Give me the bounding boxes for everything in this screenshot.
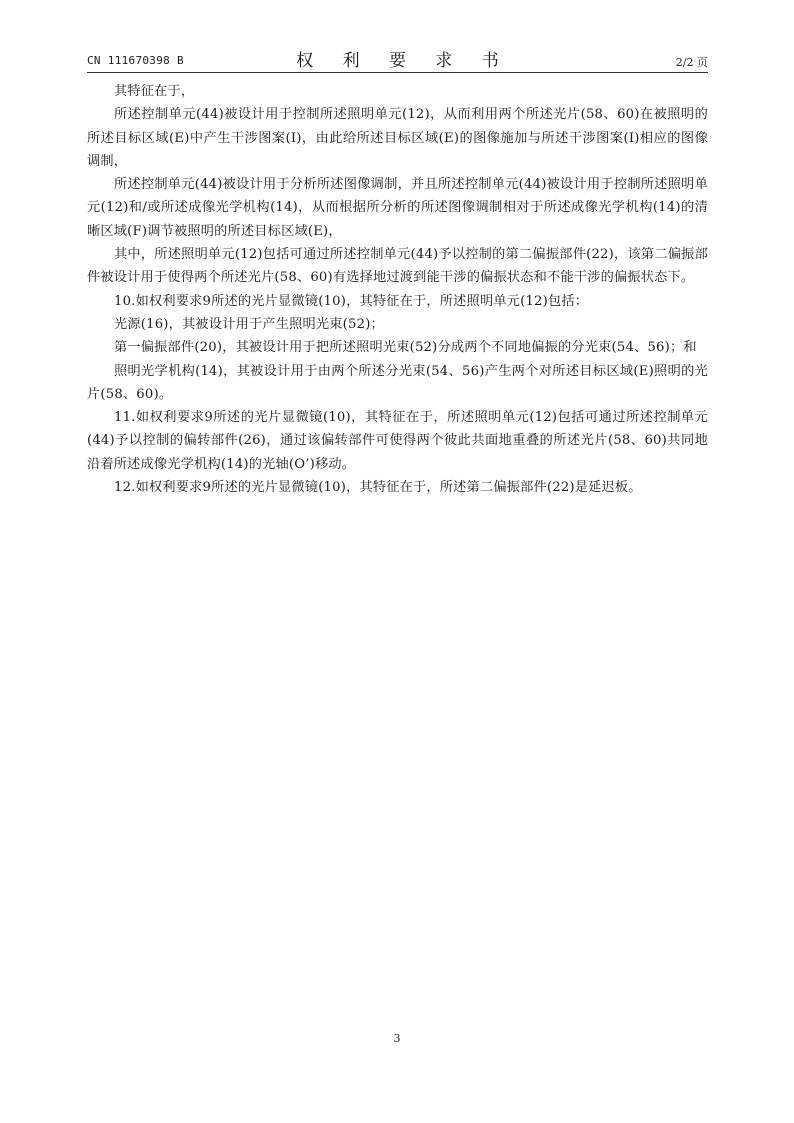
claim-paragraph: 10.如权利要求9所述的光片显微镜(10)，其特征在于，所述照明单元(12)包括： bbox=[114, 293, 589, 309]
document-title: 权 利 要 求 书 bbox=[296, 51, 511, 71]
claim-paragraph: 所述控制单元(44)被设计用于控制所述照明单元(12)，从而利用两个所述光片(58、60)在被照明的所述目标区域(E)中产生干涉图案(I)，由此给所述目标区域(E)的图像施加与所述干涉图案(I)相应的图像调制， bbox=[87, 107, 708, 169]
claim-paragraph: 其中，所述照明单元(12)包括可通过所述控制单元(44)予以控制的第二偏振部件(22)，该第二偏振部件被设计用于使得两个所述光片(58、60)有选择地过渡到能干涉的偏振状态和不能干涉的偏振状态下。 bbox=[87, 247, 708, 286]
claim-paragraph: 第一偏振部件(20)，其被设计用于把所述照明光束(52)分成两个不同地偏振的分光束(54、56)；和 bbox=[114, 340, 697, 356]
claim-paragraph: 其特征在于， bbox=[114, 84, 195, 99]
page-number: 3 bbox=[393, 1032, 401, 1045]
claim-paragraph: 11.如权利要求9所述的光片显微镜(10)，其特征在于，所述照明单元(12)包括可通过所述控制单元(44)予以控制的偏转部件(26)，通过该偏转部件可使得两个彼此共面地重叠的所述光片(58、60)共同地沿着所述成像光学机构(14)的光轴(O’)移动。 bbox=[87, 410, 708, 472]
header-divider bbox=[87, 72, 708, 73]
claim-paragraph: 所述控制单元(44)被设计用于分析所述图像调制，并且所述控制单元(44)被设计用于控制所述照明单元(12)和/或所述成像光学机构(14)，从而根据所分析的所述图像调制相对于所述成像光学机构(14)的清晰区域(F)调节被照明的所述目标区域(E)， bbox=[87, 177, 708, 239]
claim-paragraph: 照明光学机构(14)，其被设计用于由两个所述分光束(54、56)产生两个对所述目标区域(E)照明的光片(58、60)。 bbox=[87, 363, 708, 402]
patent-number: CN 111670398 B bbox=[87, 54, 184, 67]
claim-paragraph: 光源(16)，其被设计用于产生照明光束(52)； bbox=[114, 316, 384, 332]
claim-paragraph: 12.如权利要求9所述的光片显微镜(10)，其特征在于，所述第二偏振部件(22)是延迟板。 bbox=[114, 480, 642, 496]
page-count: 2/2 页 bbox=[675, 56, 708, 69]
page-header bbox=[87, 44, 708, 70]
claims-body bbox=[87, 80, 708, 499]
